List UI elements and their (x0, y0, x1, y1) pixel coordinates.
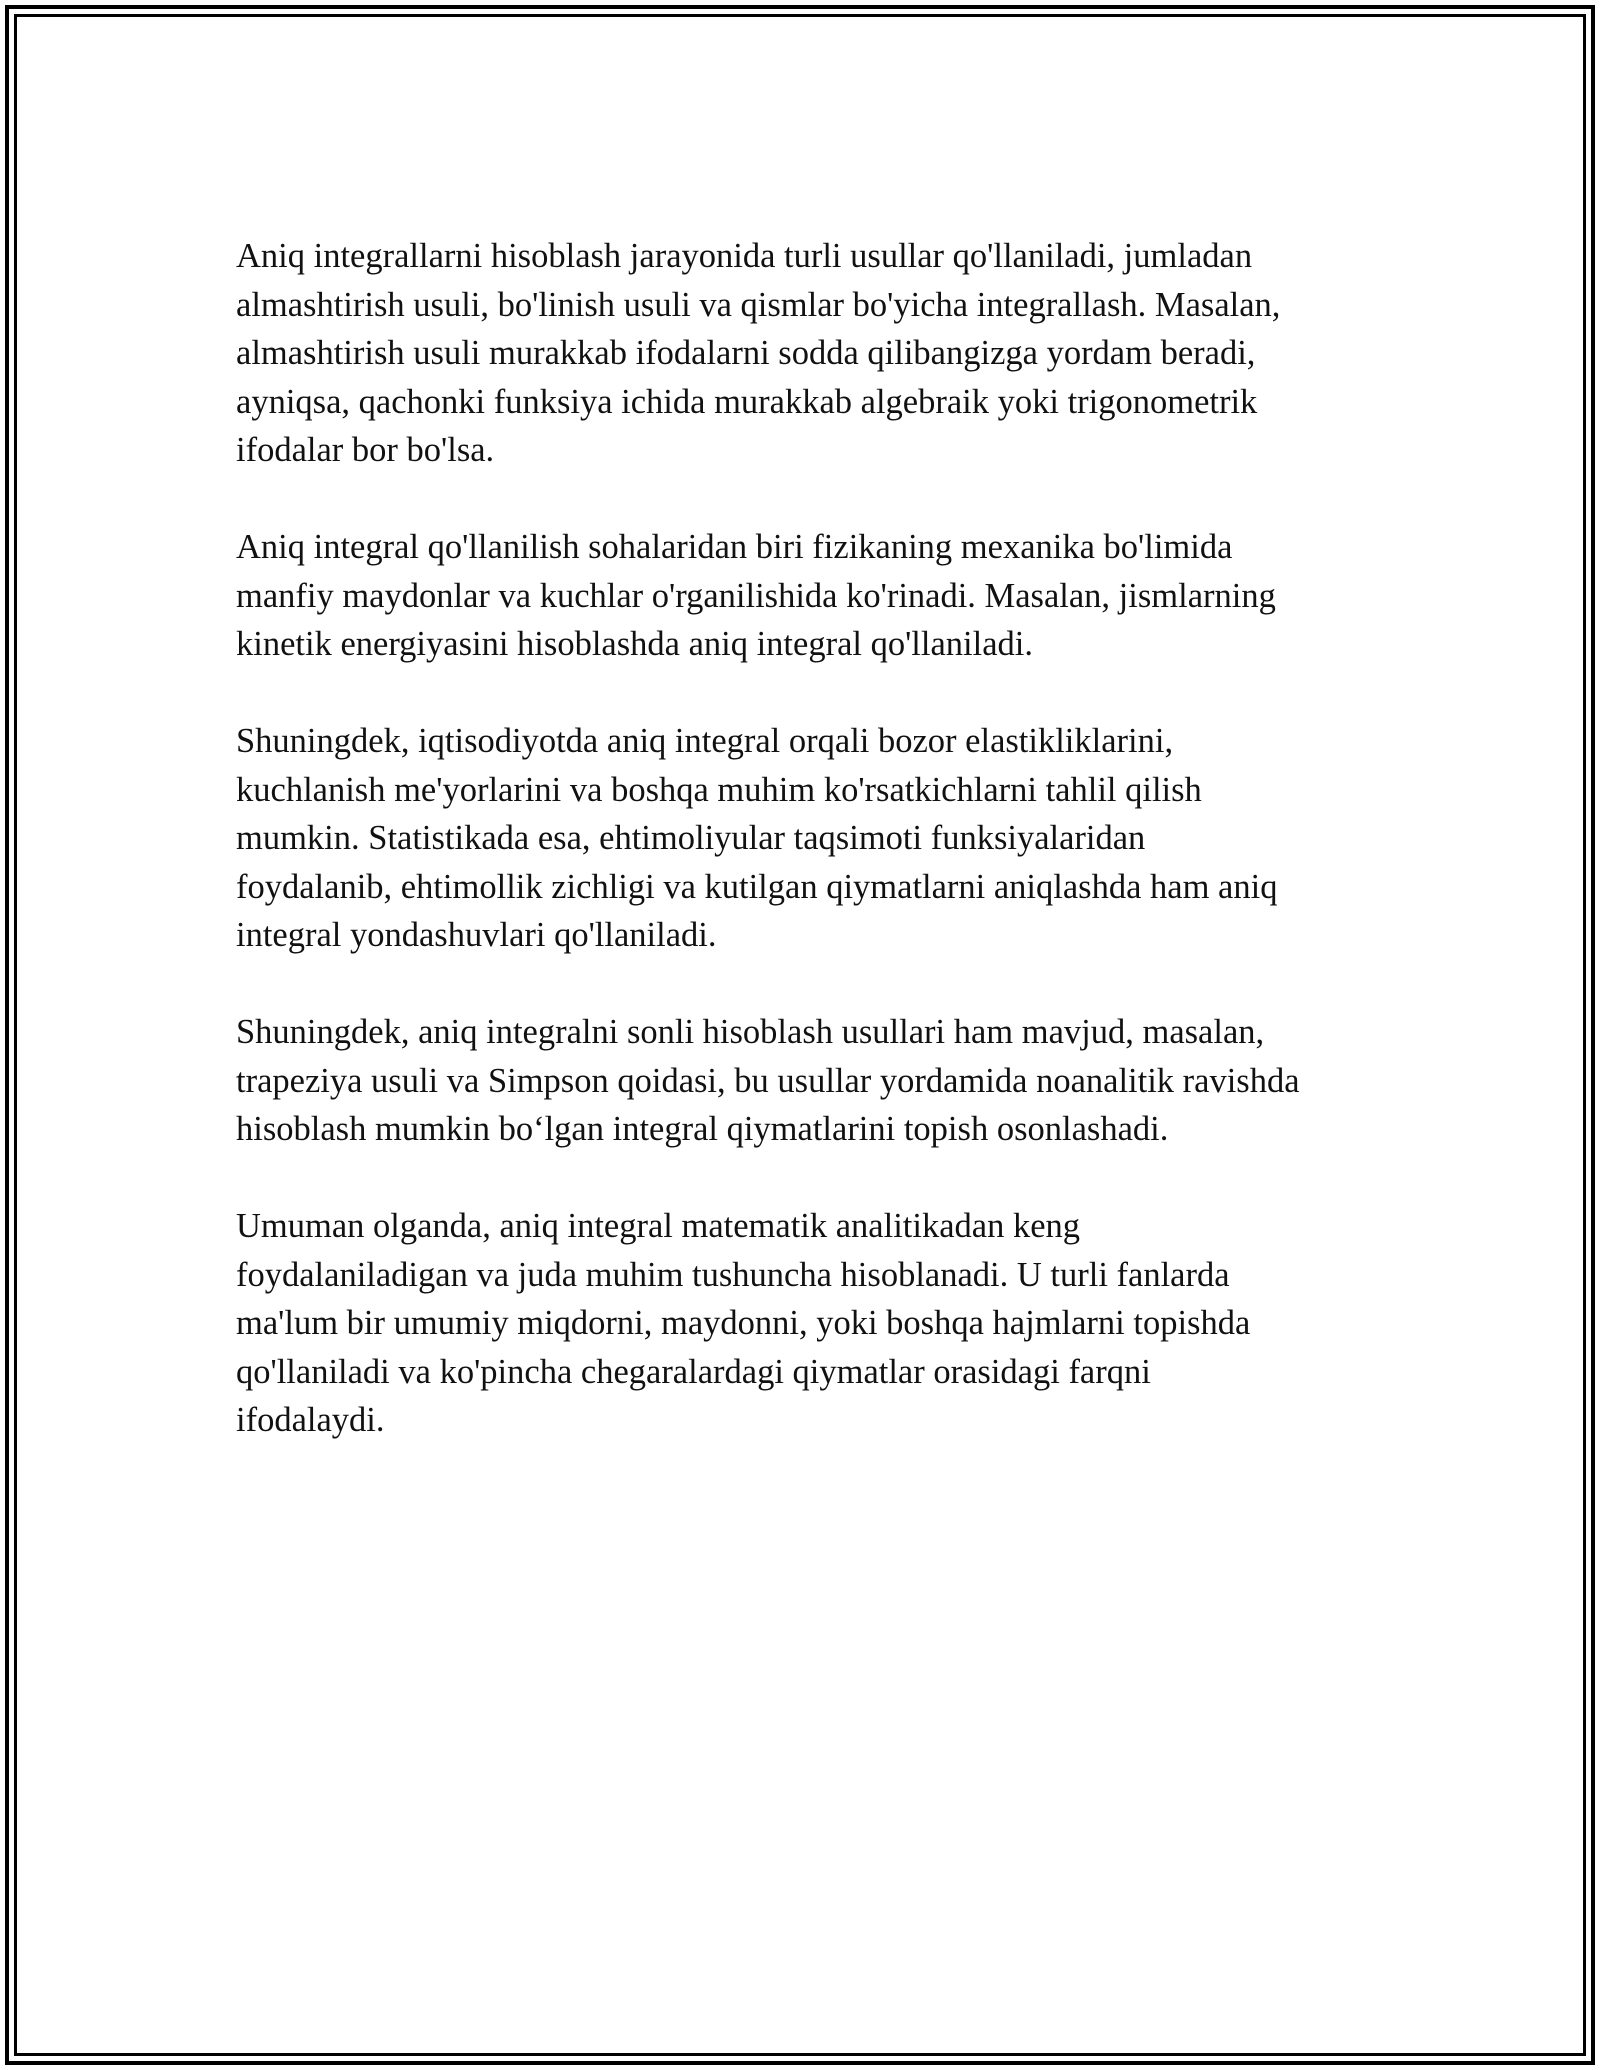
text-line: qo'llaniladi va ko'pincha chegaralardagi qiymatlar orasidagi farqni (236, 1352, 1151, 1391)
text-line: Aniq integral qo'llanilish sohalaridan biri fizikaning mexanika bo'limida (236, 528, 1233, 566)
text-line: foydalanib, ehtimollik zichligi va kutilgan qiymatlarni aniqlashda ham aniq (236, 867, 1278, 906)
document-body (236, 232, 1386, 1493)
text-line: trapeziya usuli va Simpson qoidasi, bu usullar yordamida noanalitik ravishda (236, 1061, 1300, 1100)
paragraph-1 (236, 232, 1386, 475)
text-line: ifodalaydi. (236, 1401, 385, 1439)
text-line: ma'lum bir umumiy miqdorni, maydonni, yoki boshqa hajmlarni topishda (236, 1304, 1251, 1342)
text-line: Aniq integrallarni hisoblash jarayonida turli usullar qo'llaniladi, jumladan (236, 237, 1253, 275)
text-line: hisoblash mumkin bo‘lgan integral qiymatlarini topish osonlashadi. (236, 1110, 1169, 1148)
text-line: almashtirish usuli, bo'linish usuli va qismlar bo'yicha integrallash. Masalan, (236, 285, 1281, 324)
text-line: ifodalar bor bo'lsa. (236, 431, 495, 469)
text-line: foydalaniladigan va juda muhim tushuncha hisoblanadi. U turli fanlarda (236, 1255, 1230, 1294)
text-line: Shuningdek, iqtisodiyotda aniq integral orqali bozor elastikliklarini, (236, 722, 1174, 760)
text-line: ayniqsa, qachonki funksiya ichida murakkab algebraik yoki trigonometrik (236, 382, 1258, 421)
text-line: mumkin. Statistikada esa, ehtimoliyular taqsimoti funksiyalaridan (236, 819, 1146, 857)
text-line: Umuman olganda, aniq integral matematik analitikadan keng (236, 1207, 1081, 1245)
text-line: manfiy maydonlar va kuchlar o'rganilishida ko'rinadi. Masalan, jismlarning (236, 576, 1276, 615)
text-line: Shuningdek, aniq integralni sonli hisoblash usullari ham mavjud, masalan, (236, 1013, 1265, 1051)
paragraph-3 (236, 717, 1386, 960)
text-line: almashtirish usuli murakkab ifodalarni sodda qilibangizga yordam beradi, (236, 334, 1256, 372)
text-line: kuchlanish me'yorlarini va boshqa muhim ko'rsatkichlarni tahlil qilish (236, 770, 1202, 809)
paragraph-2 (236, 523, 1386, 669)
paragraph-5 (236, 1202, 1386, 1445)
text-line: integral yondashuvlari qo'llaniladi. (236, 916, 717, 954)
paragraph-4 (236, 1008, 1386, 1154)
text-line: kinetik energiyasini hisoblashda aniq integral qo'llaniladi. (236, 625, 1033, 663)
